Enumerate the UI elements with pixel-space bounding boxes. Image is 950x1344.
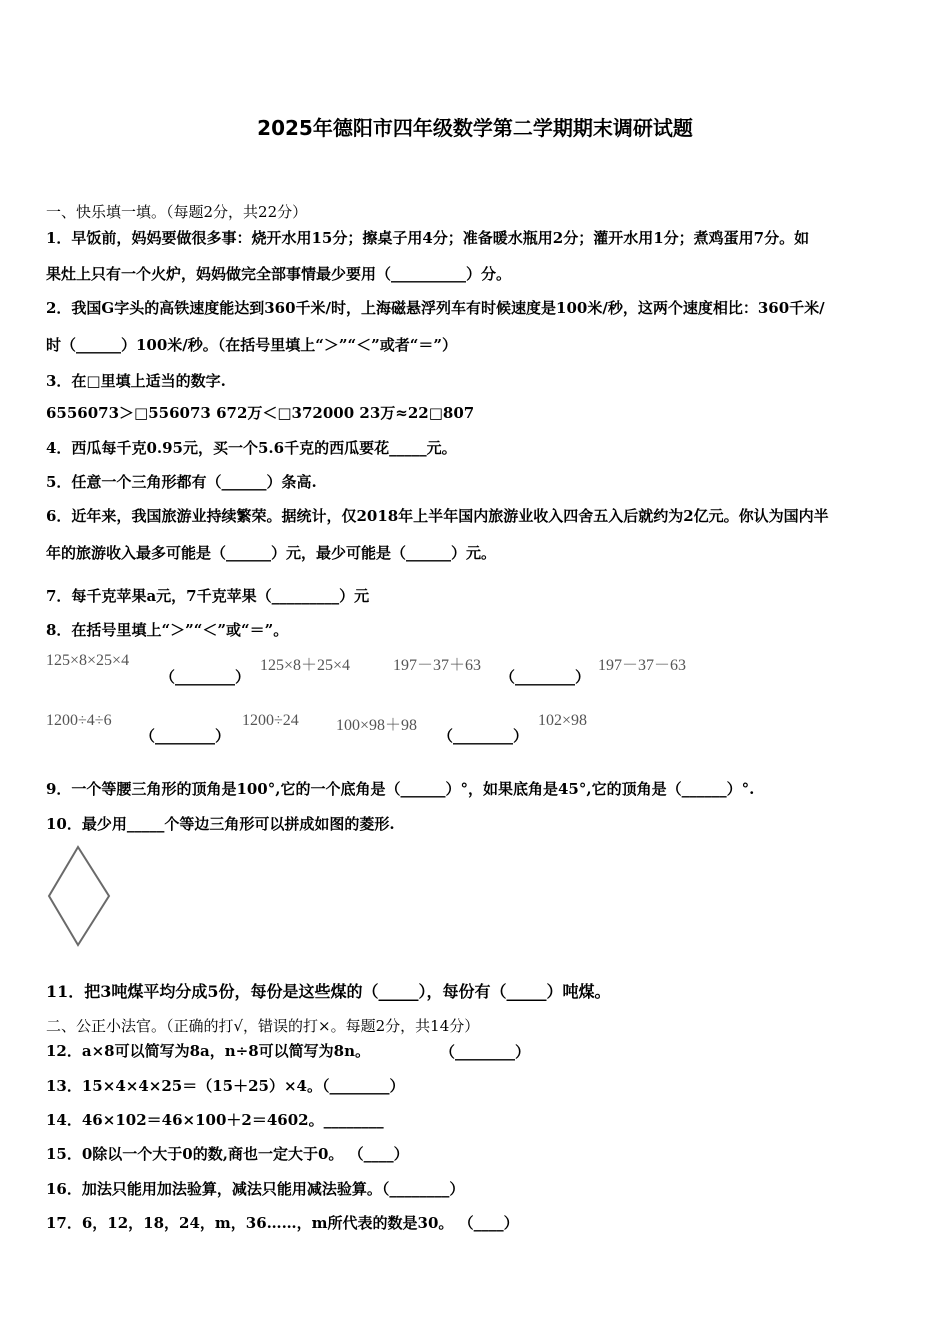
question-13: 13．15×4×4×25＝（15＋25）×4。（________） bbox=[46, 1077, 405, 1095]
q8-expression-2: 125×8＋25×4 bbox=[260, 657, 351, 674]
question-2-line-2: 时（______）100米/秒。（在括号里填上“＞”“＜”或者“＝”） bbox=[46, 336, 458, 354]
q8-expression-8: 102×98 bbox=[538, 712, 588, 729]
question-12: 12．a×8可以简写为8a，n÷8可以简写为8n。 bbox=[46, 1042, 371, 1060]
q8-blank-2: （________） bbox=[500, 668, 591, 686]
question-6-line-1: 6．近年来，我国旅游业持续繁荣。据统计，仅2018年上半年国内旅游业收入四舍五入后就约为2亿元。你认为国内半 bbox=[46, 507, 829, 525]
question-9: 9．一个等腰三角形的顶角是100°,它的一个底角是（______）°，如果底角是45°,它的顶角是（______）°. bbox=[46, 780, 755, 798]
question-3-items: 6556073＞□556073 672万＜□372000 23万≈22□807 bbox=[46, 404, 475, 422]
question-8: 8．在括号里填上“＞”“＜”或“＝”。 bbox=[46, 621, 289, 639]
question-17: 17．6，12，18，24，m，36……，m所代表的数是30。 （____） bbox=[46, 1214, 519, 1232]
q8-blank-1: （________） bbox=[160, 668, 251, 686]
question-15: 15．0除以一个大于0的数,商也一定大于0。 （____） bbox=[46, 1145, 409, 1163]
question-10: 10．最少用_____个等边三角形可以拼成如图的菱形. bbox=[46, 815, 395, 833]
question-16: 16．加法只能用加法验算，减法只能用减法验算。（________） bbox=[46, 1180, 465, 1198]
q8-expression-3: 197－37＋63 bbox=[393, 657, 482, 674]
question-11: 11．把3吨煤平均分成5份，每份是这些煤的（_____），每份有（_____）吨煤。 bbox=[46, 982, 611, 1001]
question-4: 4．西瓜每千克0.95元，买一个5.6千克的西瓜要花_____元。 bbox=[46, 439, 457, 457]
q8-expression-6: 1200÷24 bbox=[242, 712, 299, 729]
question-1-line-2: 果灶上只有一个火炉，妈妈做完全部事情最少要用（__________）分。 bbox=[46, 265, 512, 283]
section-1-heading: 一、快乐填一填。（每题2分，共22分） bbox=[46, 203, 308, 221]
section-2-heading: 二、公正小法官。（正确的打√，错误的打×。每题2分，共14分） bbox=[46, 1017, 480, 1035]
q8-expression-1: 125×8×25×4 bbox=[46, 652, 130, 669]
question-6-line-2: 年的旅游收入最多可能是（______）元，最少可能是（______）元。 bbox=[46, 544, 497, 562]
q8-expression-7: 100×98＋98 bbox=[336, 717, 418, 734]
page-title: 2025年德阳市四年级数学第二学期期末调研试题 bbox=[257, 116, 693, 140]
q8-expression-5: 1200÷4÷6 bbox=[46, 712, 112, 729]
question-2-line-1: 2．我国G字头的高铁速度能达到360千米/时，上海磁悬浮列车有时候速度是100米/秒，这两个速度相比：360千米/ bbox=[46, 299, 825, 317]
rhombus-figure bbox=[44, 844, 114, 950]
question-14: 14．46×102＝46×100＋2＝4602。________ bbox=[46, 1111, 384, 1129]
question-7: 7．每千克苹果a元，7千克苹果（_________）元 bbox=[46, 587, 370, 605]
question-1-line-1: 1．早饭前，妈妈要做很多事：烧开水用15分；擦桌子用4分；准备暖水瓶用2分；灌开水用1分；煮鸡蛋用7分。如 bbox=[46, 229, 810, 247]
question-12-blank: （________） bbox=[440, 1043, 531, 1061]
q8-expression-4: 197－37－63 bbox=[598, 657, 687, 674]
q8-blank-4: （________） bbox=[438, 727, 529, 745]
question-3: 3．在□里填上适当的数字. bbox=[46, 372, 226, 390]
question-5: 5．任意一个三角形都有（______）条高. bbox=[46, 473, 317, 491]
q8-blank-3: （________） bbox=[140, 727, 231, 745]
